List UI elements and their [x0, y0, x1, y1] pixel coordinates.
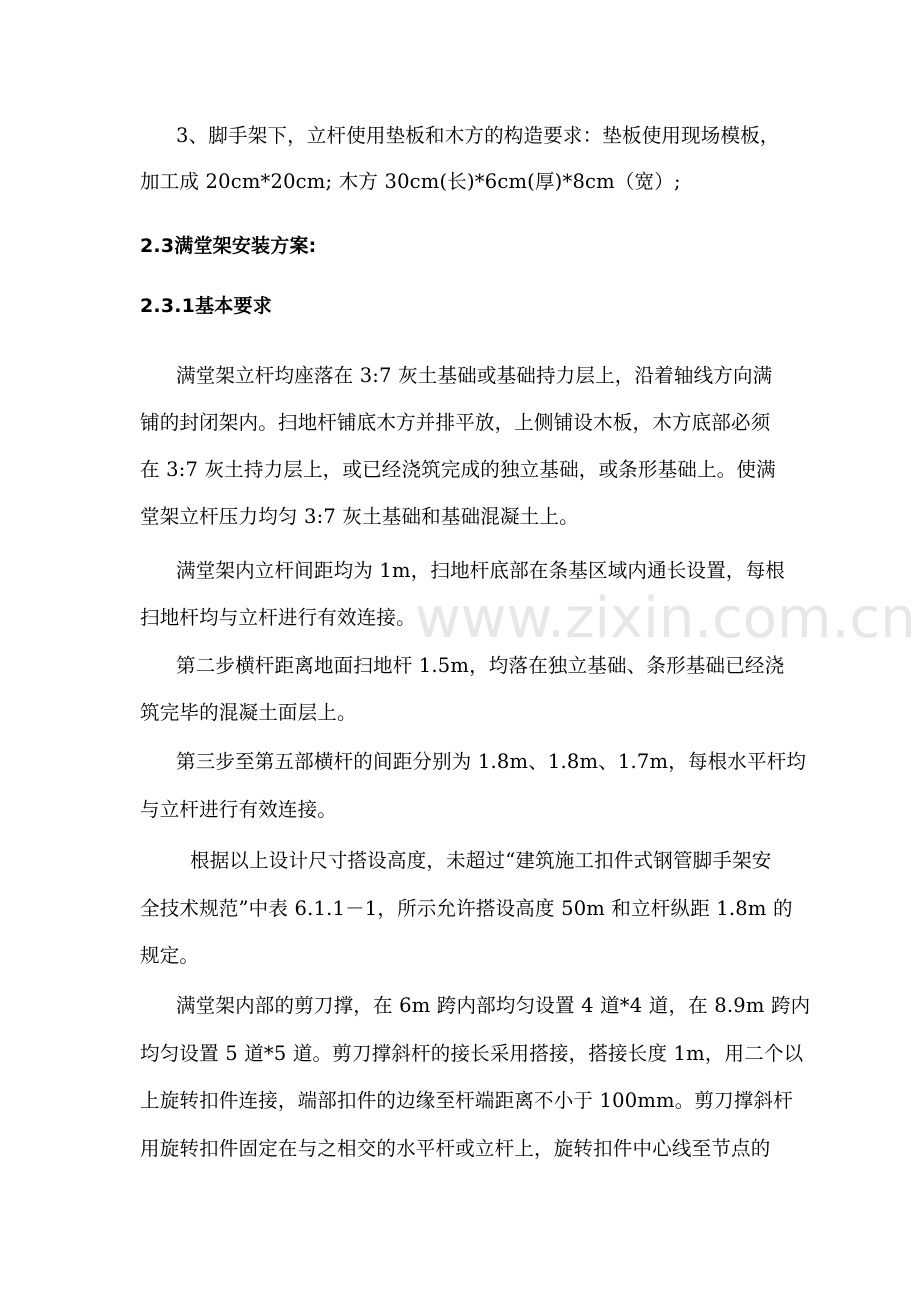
text-line: 第二步横杆距离地面扫地杆 1.5m，均落在独立基础、条形基础已经浇: [176, 654, 785, 677]
text-line: 规定。: [140, 944, 200, 967]
text-line: 用旋转扣件固定在与之相交的水平杆或立杆上，旋转扣件中心线至节点的: [140, 1137, 771, 1160]
text-line: 均匀设置 5 道*5 道。剪刀撑斜杆的接长采用搭接，搭接长度 1m，用二个以: [140, 1042, 804, 1065]
text-line: 上旋转扣件连接，端部扣件的边缘至杆端距离不小于 100mm。剪刀撑斜杆: [140, 1089, 793, 1112]
section-heading: 2.3满堂架安装方案:: [140, 235, 317, 257]
text-line: 满堂架内部的剪刀撑，在 6m 跨内部均匀设置 4 道*4 道，在 8.9m 跨内: [176, 994, 811, 1017]
text-line: 3、脚手架下，立杆使用垫板和木方的构造要求：垫板使用现场模板，: [176, 124, 780, 147]
watermark: www.zixin.com.cn: [415, 586, 916, 651]
subsection-heading: 2.3.1基本要求: [140, 295, 272, 317]
text-line: 在 3:7 灰土持力层上，或已经浇筑完成的独立基础，或条形基础上。使满: [140, 458, 776, 481]
text-line: 加工成 20cm*20cm; 木方 30cm(长)*6cm(厚)*8cm（宽）;: [140, 170, 681, 193]
text-line: 满堂架立杆均座落在 3:7 灰土基础或基础持力层上，沿着轴线方向满: [176, 364, 773, 387]
text-line: 第三步至第五部横杆的间距分别为 1.8m、1.8m、1.7m，每根水平杆均: [176, 750, 807, 773]
text-line: 满堂架内立杆间距均为 1m，扫地杆底部在条基区域内通长设置，每根: [176, 559, 785, 582]
text-line: 全技术规范”中表 6.1.1－1，所示允许搭设高度 50m 和立杆纵距 1.8m 的: [140, 897, 793, 920]
text-line: 堂架立杆压力均匀 3:7 灰土基础和基础混凝土上。: [140, 505, 579, 528]
text-line: 扫地杆均与立杆进行有效连接。: [140, 606, 416, 629]
text-line: 铺的封闭架内。扫地杆铺底木方并排平放，上侧铺设木板，木方底部必须: [140, 411, 771, 434]
text-line: 与立杆进行有效连接。: [140, 798, 338, 821]
text-line: 根据以上设计尺寸搭设高度，未超过“建筑施工扣件式钢管脚手架安: [190, 849, 772, 872]
text-line: 筑完毕的混凝土面层上。: [140, 701, 357, 724]
